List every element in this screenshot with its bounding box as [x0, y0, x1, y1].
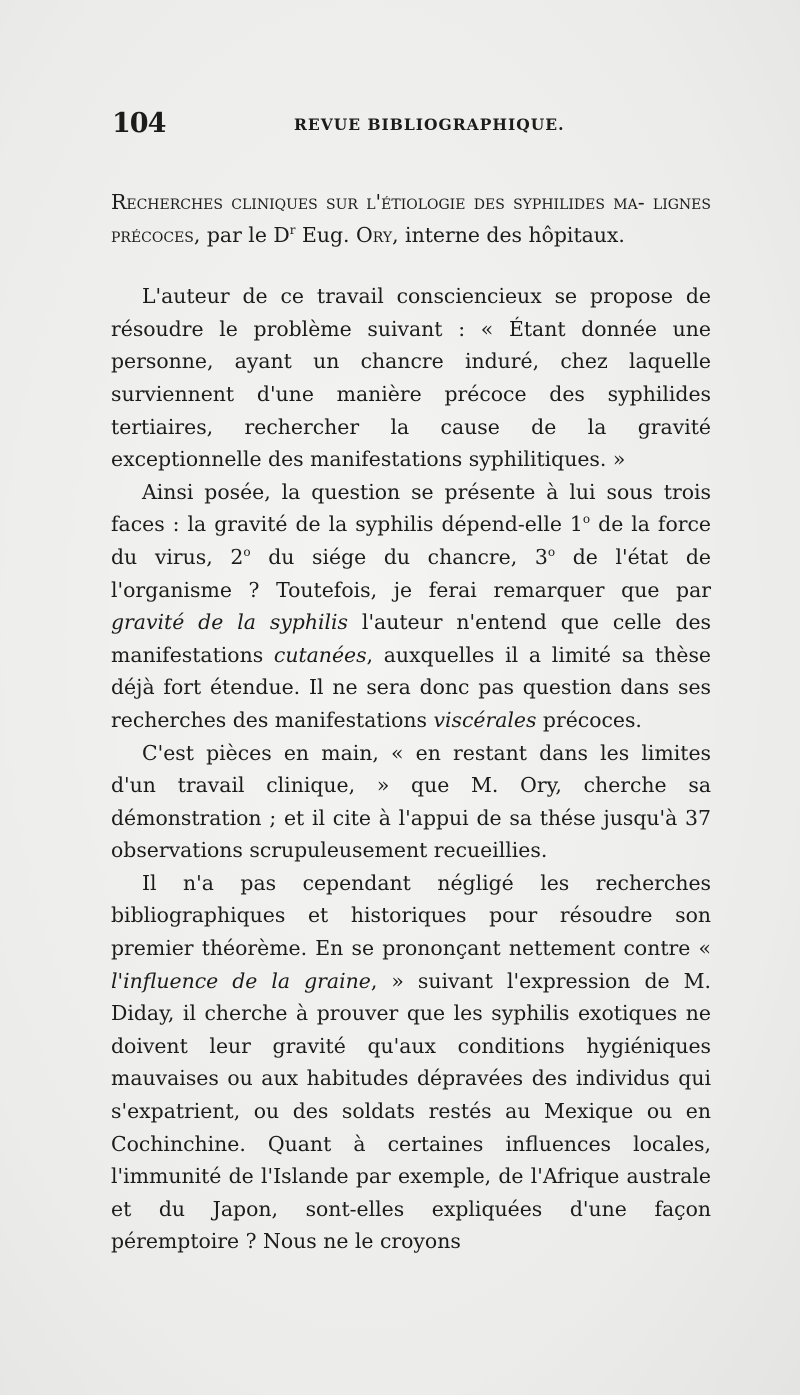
p2-g: précoces.: [536, 707, 642, 732]
title-author: Ory: [356, 222, 393, 247]
page-number: 104: [112, 108, 166, 139]
title-line2-a: lignes précoces: [111, 190, 711, 247]
p4-b: , » suivant l'expression de M. Diday, il cherche à prouver que les syphilis exotiques ne doivent leur gravité qu'aux conditions hygiéniques mauvaises ou aux habitudes dépravées des individus qui s'expatrient, ou des soldats restés au Mexique ou en Cochinchine. Quant à certaines influences locales, l'immunité de l'Islande par exemple, de l'Afrique australe et du Japon, sont-elles expliquées d'une façon péremptoire ? Nous ne le croyons: [111, 968, 712, 1254]
p4-em1: l'influence de la graine: [111, 968, 371, 993]
p2-em2: cutanées: [273, 642, 367, 667]
article-title: [111, 186, 711, 251]
title-line3: hôpitaux.: [528, 222, 625, 247]
paragraph-1: L'auteur de ce travail consciencieux se propose de résoudre le problème suivant : « Étant donnée une personne, ayant un chancre induré, chez laquelle surviennent d'une manière précoce des syphilides tertiaires, rechercher la cause de la gravité exceptionnelle des manifestations syphilitiques. »: [111, 284, 711, 472]
p2-d: de l'état de l'organisme ? Toutefois, je ferai remarquer que par: [111, 544, 711, 602]
title-line2-b: , par le D: [193, 222, 290, 247]
p4-a: Il n'a pas cependant négligé les recherches bibliographiques et historiques pour résoudre son premier théorème. En se prononçant nettement contre «: [111, 870, 711, 961]
p2-c: du siége du chancre, 3: [250, 544, 548, 569]
p2-a: Ainsi posée, la question se présente à lui sous trois faces : la gravité de la syphilis dépend-elle 1: [111, 479, 711, 537]
title-sup: r: [289, 222, 296, 237]
running-title: REVUE BIBLIOGRAPHIQUE.: [294, 115, 565, 134]
p2-e: l'auteur n'entend que celle des manifestations: [111, 610, 711, 667]
p2-em1: gravité de la syphilis: [111, 610, 349, 635]
p2-b: de la force du virus, 2: [111, 512, 711, 569]
title-lead: Recherches cliniques sur l'étiologie des syphilides ma-: [111, 190, 645, 214]
page-header: [112, 108, 712, 138]
p2-sup3: o: [547, 545, 556, 560]
p2-sup1: o: [582, 512, 591, 527]
title-line2-c: Eug.: [295, 222, 356, 247]
p2-f: , auxquelles il a limité sa thèse déjà fort étendue. Il ne sera donc pas question dans ses recherches des manifestations: [111, 642, 711, 732]
paragraph-4: [111, 867, 711, 1258]
p2-sup2: o: [243, 545, 251, 560]
title-line2-d: , interne des: [392, 222, 522, 247]
paragraph-2: [111, 476, 711, 737]
paragraph-3: C'est pièces en main, « en restant dans les limites d'un travail clinique, » que M. Ory, cherche sa démonstration ; et il cite à l'appui de sa thése jusqu'à 37 observations scrupuleusement recueillies.: [111, 740, 711, 863]
p2-em3: viscérales: [433, 707, 537, 732]
page-body: [111, 186, 711, 1258]
